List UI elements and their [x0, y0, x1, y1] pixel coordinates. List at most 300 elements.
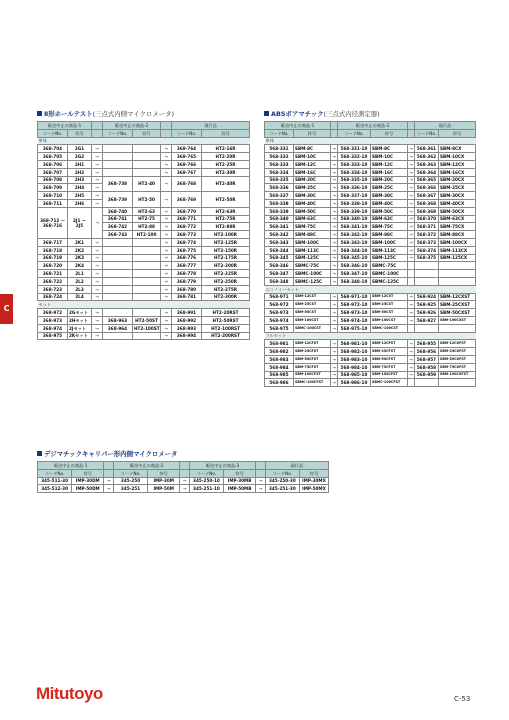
symbol-cell: SBM-50CXFST: [439, 355, 476, 363]
code-cell: 568-348-10: [338, 277, 371, 285]
symbol-cell: HT2-40R: [202, 176, 250, 192]
arrow-right-icon: →: [92, 270, 103, 278]
table-row: [265, 270, 476, 278]
code-cell: 568-971-10: [338, 293, 371, 301]
arrow-right-icon: →: [409, 154, 413, 160]
arrow-right-icon: →: [92, 199, 103, 207]
code-cell: 568-981: [265, 340, 294, 348]
arrow-right-icon: →: [332, 161, 336, 167]
code-cell: 568-340: [265, 215, 294, 223]
code-cell: 368-992: [172, 316, 202, 324]
arrow-right-icon: →: [332, 310, 336, 316]
code-cell: 568-958: [415, 363, 439, 371]
symbol-cell: 2H2: [68, 168, 92, 176]
code-cell: 568-375: [415, 254, 439, 262]
arrow-right-icon: →: [92, 309, 103, 317]
empty-cell: [133, 285, 161, 293]
arrow-right-icon: →: [409, 317, 413, 323]
arrow-right-icon: →: [161, 332, 172, 340]
table-row: [265, 332, 476, 340]
code-cell: 568-345: [265, 254, 294, 262]
code-cell: 345-251-10: [189, 485, 223, 493]
empty-cell: [103, 168, 133, 176]
symbol-cell: SBM-40C: [294, 199, 331, 207]
table-row: [265, 153, 476, 161]
symbol-cell: SBM-100CST: [294, 316, 331, 324]
code-cell: 568-984: [265, 363, 294, 371]
arrow-right-icon: →: [332, 364, 336, 370]
table-row: [38, 293, 250, 301]
arrow-right-icon: →: [409, 247, 413, 253]
empty-cell: [439, 324, 476, 332]
symbol-cell: SBM-50CX: [439, 207, 476, 215]
code-cell: 568-338: [265, 199, 294, 207]
symbol-cell: SBM-75C: [371, 223, 408, 231]
code-cell: 568-373: [415, 238, 439, 246]
symbol-cell: 2H3: [68, 176, 92, 184]
arrow-spacer: [408, 122, 415, 130]
table-row: [38, 129, 250, 137]
code-cell: 368-778: [172, 270, 202, 278]
table-row: [265, 277, 476, 285]
arrow-right-icon: →: [161, 270, 172, 278]
table-row: [265, 371, 476, 379]
table-row: [265, 160, 476, 168]
code-cell: 368-993: [172, 324, 202, 332]
table-row: [38, 485, 329, 493]
column-header: コードNo.: [189, 469, 223, 477]
symbol-cell: 2Jセット: [68, 324, 92, 332]
column-header: 符号: [299, 469, 328, 477]
code-cell: 568-982-10: [338, 348, 371, 356]
arrow-right-icon: →: [161, 277, 172, 285]
code-cell: 368-771: [172, 215, 202, 223]
code-cell: 568-985: [265, 371, 294, 379]
code-cell: 568-927: [415, 316, 439, 324]
arrow-right-icon: →: [409, 200, 413, 206]
symbol-cell: SBM-100C: [294, 238, 331, 246]
symbol-cell: SBM-12CX: [439, 160, 476, 168]
table-row: [38, 324, 250, 332]
section-title-caliper-micrometer: デジマチックキャリパー形内側マイクロメータ: [37, 450, 177, 459]
arrow-right-icon: →: [409, 239, 413, 245]
symbol-cell: SBM-75CFST: [371, 363, 408, 371]
hole-test-table: [37, 121, 250, 340]
section-marker-icon: [264, 111, 269, 116]
table-row: [265, 137, 476, 145]
arrow-right-icon: →: [332, 232, 336, 238]
symbol-cell: SBM-8C: [294, 145, 331, 153]
code-cell: 368-780: [172, 285, 202, 293]
symbol-cell: SBM-30C: [294, 192, 331, 200]
code-cell: 568-363: [415, 160, 439, 168]
code-cell: 345-250-30: [265, 477, 299, 485]
code-cell: 568-959: [415, 371, 439, 379]
arrow-right-icon: →: [180, 485, 190, 493]
arrow-right-icon: →: [332, 349, 336, 354]
table-row: [38, 207, 250, 215]
code-cell: 368-711: [38, 199, 68, 207]
arrow-right-icon: →: [92, 285, 103, 293]
column-header: コードNo.: [415, 129, 439, 137]
empty-cell: [133, 145, 161, 153]
table-row: [265, 192, 476, 200]
empty-cell: [133, 246, 161, 254]
code-cell: 568-332-10: [338, 153, 371, 161]
symbol-cell: SBM-100CST: [371, 316, 408, 324]
arrow-right-icon: →: [92, 246, 103, 254]
arrow-right-icon: →: [332, 271, 336, 277]
code-cell: 568-337: [265, 192, 294, 200]
code-cell: 368-963: [103, 316, 133, 324]
symbol-cell: IMP-30M: [148, 477, 180, 485]
column-group-header: 現行品: [265, 462, 328, 470]
code-cell: 568-331: [265, 145, 294, 153]
symbol-cell: 2L2: [68, 277, 92, 285]
arrow-right-icon: →: [332, 325, 336, 331]
table-row: [38, 270, 250, 278]
symbol-cell: 2J1 ～ 2J5: [68, 207, 92, 238]
code-cell: 368-712 ～ 368-716: [38, 207, 68, 238]
empty-cell: [103, 238, 133, 246]
symbol-cell: 2L1: [68, 270, 92, 278]
code-cell: 568-336-10: [338, 184, 371, 192]
symbol-cell: HT2-50: [133, 192, 161, 208]
code-cell: 368-707: [38, 168, 68, 176]
symbol-cell: SBM-75CFST: [294, 363, 331, 371]
group-label: フルセット: [265, 332, 476, 340]
symbol-cell: IMP-30MX: [299, 477, 328, 485]
code-cell: 568-361: [415, 145, 439, 153]
symbol-cell: SBM-12C: [294, 160, 331, 168]
code-cell: 345-511-30: [38, 477, 72, 485]
table-row: [265, 254, 476, 262]
code-cell: 568-336: [265, 184, 294, 192]
code-cell: 568-341: [265, 223, 294, 231]
symbol-cell: SBM-75CXFST: [439, 363, 476, 371]
arrow-right-icon: →: [409, 177, 413, 183]
arrow-right-icon: →: [409, 372, 413, 378]
code-cell: 345-250: [113, 477, 147, 485]
empty-cell: [415, 379, 439, 387]
arrow-right-icon: →: [256, 477, 266, 485]
symbol-cell: SBM-30C: [371, 192, 408, 200]
symbol-cell: SBM-113C: [294, 246, 331, 254]
code-cell: 368-704: [38, 145, 68, 153]
empty-cell: [103, 246, 133, 254]
empty-cell: [103, 285, 133, 293]
table-row: [265, 293, 476, 301]
symbol-cell: SBM-8C: [371, 145, 408, 153]
code-cell: 345-251: [113, 485, 147, 493]
code-cell: 368-723: [38, 285, 68, 293]
arrow-spacer: [180, 469, 190, 477]
arrow-spacer: [408, 262, 415, 270]
symbol-cell: HT2-100RST: [202, 324, 250, 332]
code-cell: 368-720: [38, 262, 68, 270]
column-header: コードNo.: [265, 129, 294, 137]
code-cell: 568-370: [415, 215, 439, 223]
arrow-right-icon: →: [332, 146, 336, 152]
arrow-right-icon: →: [92, 238, 103, 246]
symbol-cell: SBM-10C: [294, 153, 331, 161]
column-header: コードNo.: [103, 129, 133, 137]
column-group-header: 販売中止の商品-2: [103, 122, 161, 130]
code-cell: 368-742: [103, 223, 133, 231]
column-header: 符号: [72, 469, 104, 477]
table-row: [38, 332, 250, 340]
arrow-right-icon: →: [409, 341, 413, 347]
code-cell: 368-706: [38, 160, 68, 168]
arrow-right-icon: →: [161, 246, 172, 254]
code-cell: 568-957: [415, 355, 439, 363]
table-row: [38, 122, 250, 130]
table-row: [38, 238, 250, 246]
table-row: [38, 309, 250, 317]
empty-cell: [415, 270, 439, 278]
symbol-cell: 2H1: [68, 160, 92, 168]
symbol-cell: SBMC-100CST: [294, 324, 331, 332]
arrow-right-icon: →: [409, 185, 413, 191]
empty-cell: [103, 160, 133, 168]
column-group-header: 現行品: [172, 122, 250, 130]
symbol-cell: SBM-12CXST: [439, 293, 476, 301]
code-cell: 568-925: [415, 301, 439, 309]
symbol-cell: SBM-63C: [294, 215, 331, 223]
code-cell: 568-339-10: [338, 207, 371, 215]
arrow-right-icon: →: [180, 477, 190, 485]
symbol-cell: SBM-20CX: [439, 176, 476, 184]
code-cell: 368-779: [172, 277, 202, 285]
empty-cell: [133, 153, 161, 161]
symbol-cell: HT2-200R: [202, 262, 250, 270]
arrow-right-icon: →: [104, 477, 114, 485]
arrow-spacer: [408, 277, 415, 285]
arrow-right-icon: →: [161, 192, 172, 208]
code-cell: 568-955: [415, 340, 439, 348]
arrow-right-icon: →: [409, 302, 413, 308]
arrow-right-icon: →: [161, 223, 172, 231]
code-cell: 568-348: [265, 277, 294, 285]
code-cell: 368-740: [103, 207, 133, 215]
table-row: [265, 348, 476, 356]
arrow-right-icon: →: [332, 177, 336, 183]
symbol-cell: HT2-50ST: [133, 316, 161, 324]
symbol-cell: SBMC-100CFST: [294, 379, 331, 387]
arrow-right-icon: →: [161, 160, 172, 168]
empty-cell: [133, 160, 161, 168]
code-cell: 568-342: [265, 231, 294, 239]
arrow-right-icon: →: [161, 262, 172, 270]
column-group-header: 販売中止の商品-1: [38, 122, 92, 130]
column-header: コードNo.: [172, 129, 202, 137]
code-cell: 568-367: [415, 192, 439, 200]
arrow-spacer: [92, 122, 103, 130]
code-cell: 368-994: [172, 332, 202, 340]
arrow-right-icon: →: [92, 184, 103, 192]
code-cell: 368-741: [103, 215, 133, 223]
symbol-cell: SBM-100CXST: [439, 316, 476, 324]
code-cell: 568-972-10: [338, 301, 371, 309]
symbol-cell: 2H6: [68, 199, 92, 207]
arrow-right-icon: →: [161, 238, 172, 246]
code-cell: 568-975: [265, 324, 294, 332]
arrow-right-icon: →: [332, 208, 336, 214]
symbol-cell: 2K3: [68, 254, 92, 262]
symbol-cell: SBM-40C: [371, 199, 408, 207]
symbol-cell: HT2-30R: [202, 168, 250, 176]
section-title-hole-test: Ⅱ形ホールテスト(三点式内側マイクロメータ): [37, 110, 174, 119]
code-cell: 368-722: [38, 277, 68, 285]
symbol-cell: SBMC-100C: [371, 270, 408, 278]
symbol-cell: HT2-50R: [202, 192, 250, 208]
code-cell: 368-721: [38, 270, 68, 278]
arrow-right-icon: →: [92, 254, 103, 262]
column-header: コードNo.: [38, 129, 68, 137]
code-cell: 368-743: [103, 231, 133, 239]
symbol-cell: SBM-12CST: [294, 293, 331, 301]
code-cell: 568-975-10: [338, 324, 371, 332]
table-row: [265, 309, 476, 317]
table-row: [38, 462, 329, 470]
arrow-right-icon: →: [332, 372, 336, 378]
symbol-cell: 2G2: [68, 153, 92, 161]
table-row: [38, 176, 250, 184]
symbol-cell: SBM-50CST: [294, 309, 331, 317]
arrow-right-icon: →: [332, 317, 336, 323]
arrow-spacer: [161, 129, 172, 137]
arrow-right-icon: →: [161, 207, 172, 215]
column-group-header: 販売中止の商品-2: [113, 462, 179, 470]
symbol-cell: SBMC-75C: [294, 262, 331, 270]
group-label: 単体: [38, 137, 250, 145]
symbol-cell: SBM-12C: [371, 160, 408, 168]
arrow-right-icon: →: [256, 485, 266, 493]
empty-cell: [103, 293, 133, 301]
code-cell: 568-338-10: [338, 199, 371, 207]
code-cell: 568-981-10: [338, 340, 371, 348]
arrow-spacer: [161, 122, 172, 130]
symbol-cell: HT2-100: [133, 231, 161, 239]
symbol-cell: HT2-16R: [202, 145, 250, 153]
code-cell: 568-926: [415, 309, 439, 317]
column-header: 符号: [294, 129, 331, 137]
arrow-right-icon: →: [161, 168, 172, 176]
symbol-cell: 2L3: [68, 285, 92, 293]
symbol-cell: SBM-25CFST: [371, 348, 408, 356]
symbol-cell: SBM-25CXST: [439, 301, 476, 309]
arrow-right-icon: →: [332, 380, 336, 386]
table-row: [265, 363, 476, 371]
code-cell: 368-974: [38, 324, 68, 332]
code-cell: 345-251-30: [265, 485, 299, 493]
symbol-cell: SBM-30CX: [439, 192, 476, 200]
code-cell: 568-362: [415, 153, 439, 161]
arrow-right-icon: →: [332, 294, 336, 300]
symbol-cell: SBMC-100C: [294, 270, 331, 278]
symbol-cell: SBM-125C: [371, 254, 408, 262]
code-cell: 568-973: [265, 309, 294, 317]
arrow-right-icon: →: [332, 239, 336, 245]
empty-cell: [103, 153, 133, 161]
code-cell: 568-331-10: [338, 145, 371, 153]
code-cell: 368-710: [38, 192, 68, 200]
table-row: [38, 285, 250, 293]
code-cell: 568-333-10: [338, 160, 371, 168]
code-cell: 568-986: [265, 379, 294, 387]
code-cell: 568-339: [265, 207, 294, 215]
table-row: [38, 137, 250, 145]
arrow-right-icon: →: [92, 192, 103, 200]
symbol-cell: IMP-50M: [148, 485, 180, 493]
symbol-cell: 2Gセット: [68, 309, 92, 317]
column-header: コードNo.: [338, 129, 371, 137]
symbol-cell: SBM-88C: [294, 231, 331, 239]
table-row: [265, 285, 476, 293]
symbol-cell: HT2-88R: [202, 223, 250, 231]
symbol-cell: 2Kセット: [68, 332, 92, 340]
code-cell: 568-344-10: [338, 246, 371, 254]
symbol-cell: SBM-63CX: [439, 215, 476, 223]
table-row: [38, 477, 329, 485]
arrow-right-icon: →: [92, 316, 103, 324]
code-cell: 568-333: [265, 160, 294, 168]
code-cell: 368-774: [172, 238, 202, 246]
code-cell: 568-343: [265, 238, 294, 246]
arrow-right-icon: →: [92, 207, 103, 238]
code-cell: 568-340-10: [338, 215, 371, 223]
column-group-header: 販売中止の商品-2: [338, 122, 408, 130]
arrow-right-icon: →: [92, 293, 103, 301]
symbol-cell: IMP-50MB: [224, 485, 256, 493]
symbol-cell: SBMC-125C: [371, 277, 408, 285]
column-header: 符号: [439, 129, 476, 137]
column-header: 符号: [202, 129, 250, 137]
table-row: [265, 231, 476, 239]
page-number: C-53: [454, 695, 471, 703]
symbol-cell: SBM-50CXST: [439, 309, 476, 317]
code-cell: 368-724: [38, 293, 68, 301]
arrow-right-icon: →: [409, 294, 413, 300]
chapter-tab: C: [0, 294, 13, 324]
symbol-cell: SBM-125CX: [439, 254, 476, 262]
table-row: [38, 316, 250, 324]
code-cell: 568-364: [415, 168, 439, 176]
arrow-right-icon: →: [409, 208, 413, 214]
symbol-cell: SBM-16C: [294, 168, 331, 176]
empty-cell: [133, 277, 161, 285]
symbol-cell: SBM-100CFST: [294, 371, 331, 379]
symbol-cell: 2K4: [68, 262, 92, 270]
section-marker-icon: [37, 111, 42, 116]
symbol-cell: SBM-25CX: [439, 184, 476, 192]
code-cell: 368-973: [38, 316, 68, 324]
symbol-cell: HT2-100R: [202, 231, 250, 239]
symbol-cell: SBM-16CX: [439, 168, 476, 176]
symbol-cell: HT2-25R: [202, 160, 250, 168]
table-row: [265, 246, 476, 254]
arrow-spacer: [256, 469, 266, 477]
arrow-right-icon: →: [332, 341, 336, 347]
code-cell: 368-770: [172, 207, 202, 215]
symbol-cell: 2H4: [68, 184, 92, 192]
arrow-spacer: [104, 469, 114, 477]
symbol-cell: HT2-150R: [202, 246, 250, 254]
arrow-right-icon: →: [92, 324, 103, 332]
empty-cell: [103, 262, 133, 270]
table-row: [265, 122, 476, 130]
code-cell: 368-764: [172, 145, 202, 153]
